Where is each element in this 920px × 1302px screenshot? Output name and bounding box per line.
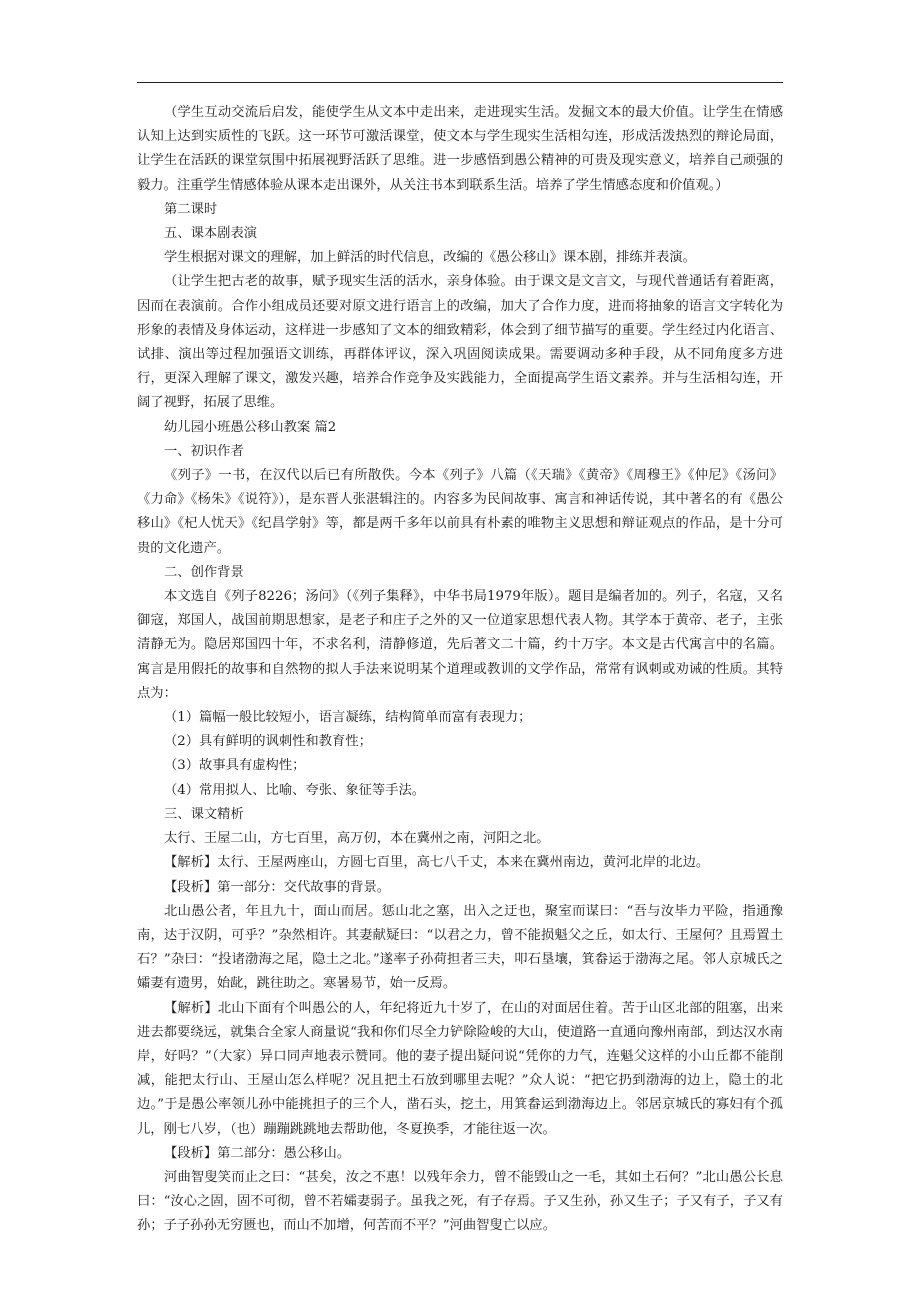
list-item: （3）故事具有虚构性； (164, 758, 306, 774)
classical-text: 河曲智叟笑而止之曰：“甚矣，汝之不惠！以残年余力，曾不能毁山之一毛，其如土石何？”北山愚公长息曰：“汝心之固，固不可彻，曾不若孀妻弱子。虽我之死，有子存焉。子又生孙，孙又生子；子又有子，子又有孙；子子孙孙无穷匮也，而山不加增，何苦而不平？”河曲智叟亡以应。 (137, 1169, 783, 1234)
section-heading: 五、课本剧表演 (164, 226, 258, 242)
list-item: （1）篇幅一般比较短小，语言凝练，结构简单而富有表现力； (164, 710, 532, 726)
paragraph: 本文选自《列子8226；汤问》（《列子集释》，中华书局1979年版）。题目是编者加的。列子，名寇，又名御寇，郑国人，战国前期思想家，是老子和庄子之外的又一位道家思想代表人物。其学本于黄帝、老子，主张清静无为。隐居郑国四十年，不求名利，清静修道，先后著文二十篇，约十万字。本文是古代寓言中的名篇。寓言是用假托的故事和自然物的拟人手法来说明某个道理或教训的文学作品，常常有讽刺或劝诫的性质。其特点为： (137, 589, 783, 701)
lesson-title: 幼儿园小班愚公移山教案 篇2 (164, 419, 337, 435)
list-item: （4）常用拟人、比喻、夸张、象征等手法。 (164, 782, 426, 798)
list-item: （2）具有鲜明的讽刺性和教育性； (164, 734, 372, 750)
paragraph: 《列子》一书，在汉代以后已有所散佚。今本《列子》八篇（《天瑞》《黄帝》《周穆王》《仲尼》《汤问》《力命》《杨朱》《说符》），是东晋人张湛辑注的。内容多为民间故事、寓言和神话传说，其中著名的有《愚公移山》《杞人忧天》《纪昌学射》等，都是两千多年以前具有朴素的唯物主义思想和辩证观点的作品，是十分可贵的文化遗产。 (137, 468, 783, 556)
section-heading: 一、初识作者 (164, 443, 244, 459)
header-rule (137, 82, 783, 83)
section-heading: 二、创作背景 (164, 564, 244, 580)
section-heading: 三、课文精析 (164, 806, 244, 822)
classical-text: 太行、王屋二山，方七百里，高万仞，本在冀州之南，河阳之北。 (164, 831, 550, 847)
section-analysis: 【段析】第一部分：交代故事的背景。 (164, 879, 391, 895)
section-analysis: 【段析】第二部分：愚公移山。 (164, 1145, 351, 1161)
paragraph: 学生根据对课文的理解，加上鲜活的时代信息，改编的《愚公移山》课本剧，排练并表演。 (164, 250, 696, 266)
section-heading: 第二课时 (164, 201, 218, 217)
document-body (137, 101, 783, 1239)
analysis-paragraph: 【解析】北山下面有个叫愚公的人，年纪将近九十岁了，在山的对面居住着。苦于山区北部的阻塞，出来进去都要绕远，就集合全家人商量说“我和你们尽全力铲除险峻的大山，使道路一直通向豫州南部，到达汉水南岸，好吗？”（大家）异口同声地表示赞同。他的妻子提出疑问说“凭你的力气，连魁父这样的小山丘都不能削减，能把太行山、王屋山怎么样呢？况且把土石放到哪里去呢？”众人说：“把它扔到渤海的边上，隐土的北边。”于是愚公率领儿孙中能挑担子的三个人，凿石头，挖土，用箕畚运到渤海边上。邻居京城氏的寡妇有个孤儿，刚七八岁，（也）蹦蹦跳跳地去帮助他，冬夏换季，才能往返一次。 (137, 1000, 783, 1137)
paragraph: （学生互动交流后启发，能使学生从文本中走出来，走进现实生活。发掘文本的最大价值。让学生在情感认知上达到实质性的飞跃。这一环节可激活课堂，使文本与学生现实生活相勾连，形成活泼热烈的辩论局面，让学生在活跃的课堂氛围中拓展视野活跃了思维。进一步感悟到愚公精神的可贵及现实意义，培养自己顽强的毅力。注重学生情感体验从课本走出课外，从关注书本到联系生活。培养了学生情感态度和价值观。） (137, 105, 783, 193)
classical-text: 北山愚公者，年且九十，面山而居。惩山北之塞，出入之迂也，聚室而谋曰：“吾与汝毕力平险，指通豫南，达于汉阴，可乎？”杂然相许。其妻献疑曰：“以君之力，曾不能损魁父之丘，如太行、王屋何？且焉置土石？”杂曰：“投诸渤海之尾，隐土之北。”遂率子孙荷担者三夫，叩石垦壤，箕畚运于渤海之尾。邻人京城氏之孀妻有遗男，始龀，跳往助之。寒暑易节，始一反焉。 (137, 903, 783, 992)
analysis-paragraph: 【解析】太行、王屋两座山，方圆七百里，高七八千丈，本来在冀州南边，黄河北岸的北边。 (164, 855, 710, 871)
paragraph: （让学生把古老的故事，赋予现实生活的活水，亲身体验。由于课文是文言文，与现代普通话有着距离，因而在表演前。合作小组成员还要对原文进行语言上的改编，加大了合作力度，进而将抽象的语言文字转化为形象的表情及身体运动，这样进一步感知了文本的细致精彩，体会到了细节描写的重要。学生经过内化语言、试排、演出等过程加强语文训练，再群体评议，深入巩固阅读成果。需要调动多种手段，从不同角度多方进行，更深入理解了课文，激发兴趣，培养合作竞争及实践能力，全面提高学生语文素养。并与生活相勾连，开阔了视野，拓展了思维。 (137, 274, 783, 411)
